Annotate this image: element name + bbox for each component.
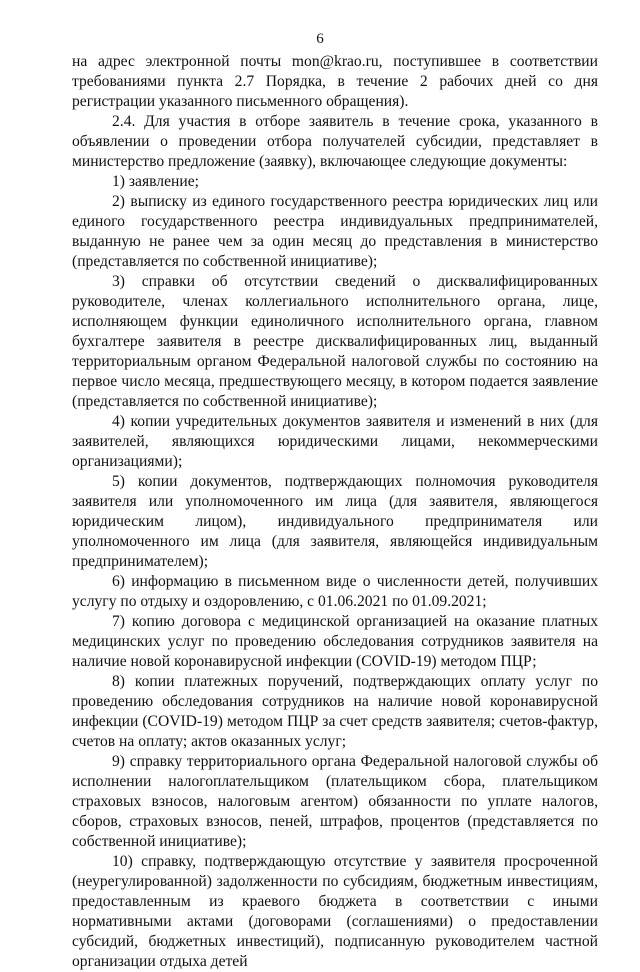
paragraph-section-2-4: 2.4. Для участия в отборе заявитель в течение срока, указанного в объявлении о проведении отбора получателей субсидии, представляет в министерство предложение (заявку), включающее следующие документы: xyxy=(72,113,598,170)
list-item-9: 9) справку территориального органа Федеральной налоговой службы об исполнении налогоплательщиком (плательщиком сбора, плательщиком страховых взносов, налоговым агентом) обязанности по уплате налогов, сборов, страховых взносов, пеней, штрафов, процентов (представляется по собственной инициативе); xyxy=(72,753,598,850)
list-item-6: 6) информацию в письменном виде о численности детей, получивших услугу по отдыху и оздоровлению, с 01.06.2021 по 01.09.2021; xyxy=(72,573,598,610)
list-item-5: 5) копии документов, подтверждающих полномочия руководителя заявителя или уполномоченного им лица (для заявителя, являющегося юридическим лицом), индивидуального предпринимателя или уполномоченного им лица (для заявителя, являющейся индивидуальным предпринимателем); xyxy=(72,473,598,570)
document-body xyxy=(72,52,598,972)
list-item-10: 10) справку, подтверждающую отсутствие у заявителя просроченной (неурегулированной) задолженности по субсидиям, бюджетным инвестициям, предоставленным из краевого бюджета в соответствии с иными нормативными актами (договорами (соглашениями) о предоставлении субсидий, бюджетных инвестиций), подписанную руководителем частной организации отдыха детей xyxy=(72,853,598,970)
list-item-3: 3) справки об отсутствии сведений о дисквалифицированных руководителе, членах коллегиального исполнительного органа, лице, исполняющем функции единоличного исполнительного органа, главном бухгалтере заявителя в реестре дисквалифицированных лиц, выданный территориальным органом Федеральной налоговой службы по состоянию на первое число месяца, предшествующего месяцу, в котором подается заявление (представляется по собственной инициативе); xyxy=(72,273,598,410)
list-item-7: 7) копию договора с медицинской организацией на оказание платных медицинских услуг по проведению обследования сотрудников заявителя на наличие новой коронавирусной инфекции (COVID-19) методом ПЦР; xyxy=(72,613,598,670)
paragraph-continuation: на адрес электронной почты mon@krao.ru, поступившее в соответствии требованиями пункта 2.7 Порядка, в течение 2 рабочих дней со дня регистрации указанного письменного обращения). xyxy=(72,53,598,110)
list-item-1: 1) заявление; xyxy=(112,173,199,190)
list-item-2: 2) выписку из единого государственного реестра юридических лиц или единого государственного реестра индивидуальных предпринимателей, выданную не ранее чем за один месяц до представления в министерство (представляется по собственной инициативе); xyxy=(72,193,598,270)
list-item-4: 4) копии учредительных документов заявителя и изменений в них (для заявителей, являющихся юридическими лицами, некоммерческими организациями); xyxy=(72,413,598,470)
page-number: 6 xyxy=(316,31,324,47)
list-item-8: 8) копии платежных поручений, подтверждающих оплату услуг по проведению обследования сотрудников на наличие новой коронавирусной инфекции (COVID-19) методом ПЦР за счет средств заявителя; счетов-фактур, счетов на оплату; актов оказанных услуг; xyxy=(72,673,598,750)
